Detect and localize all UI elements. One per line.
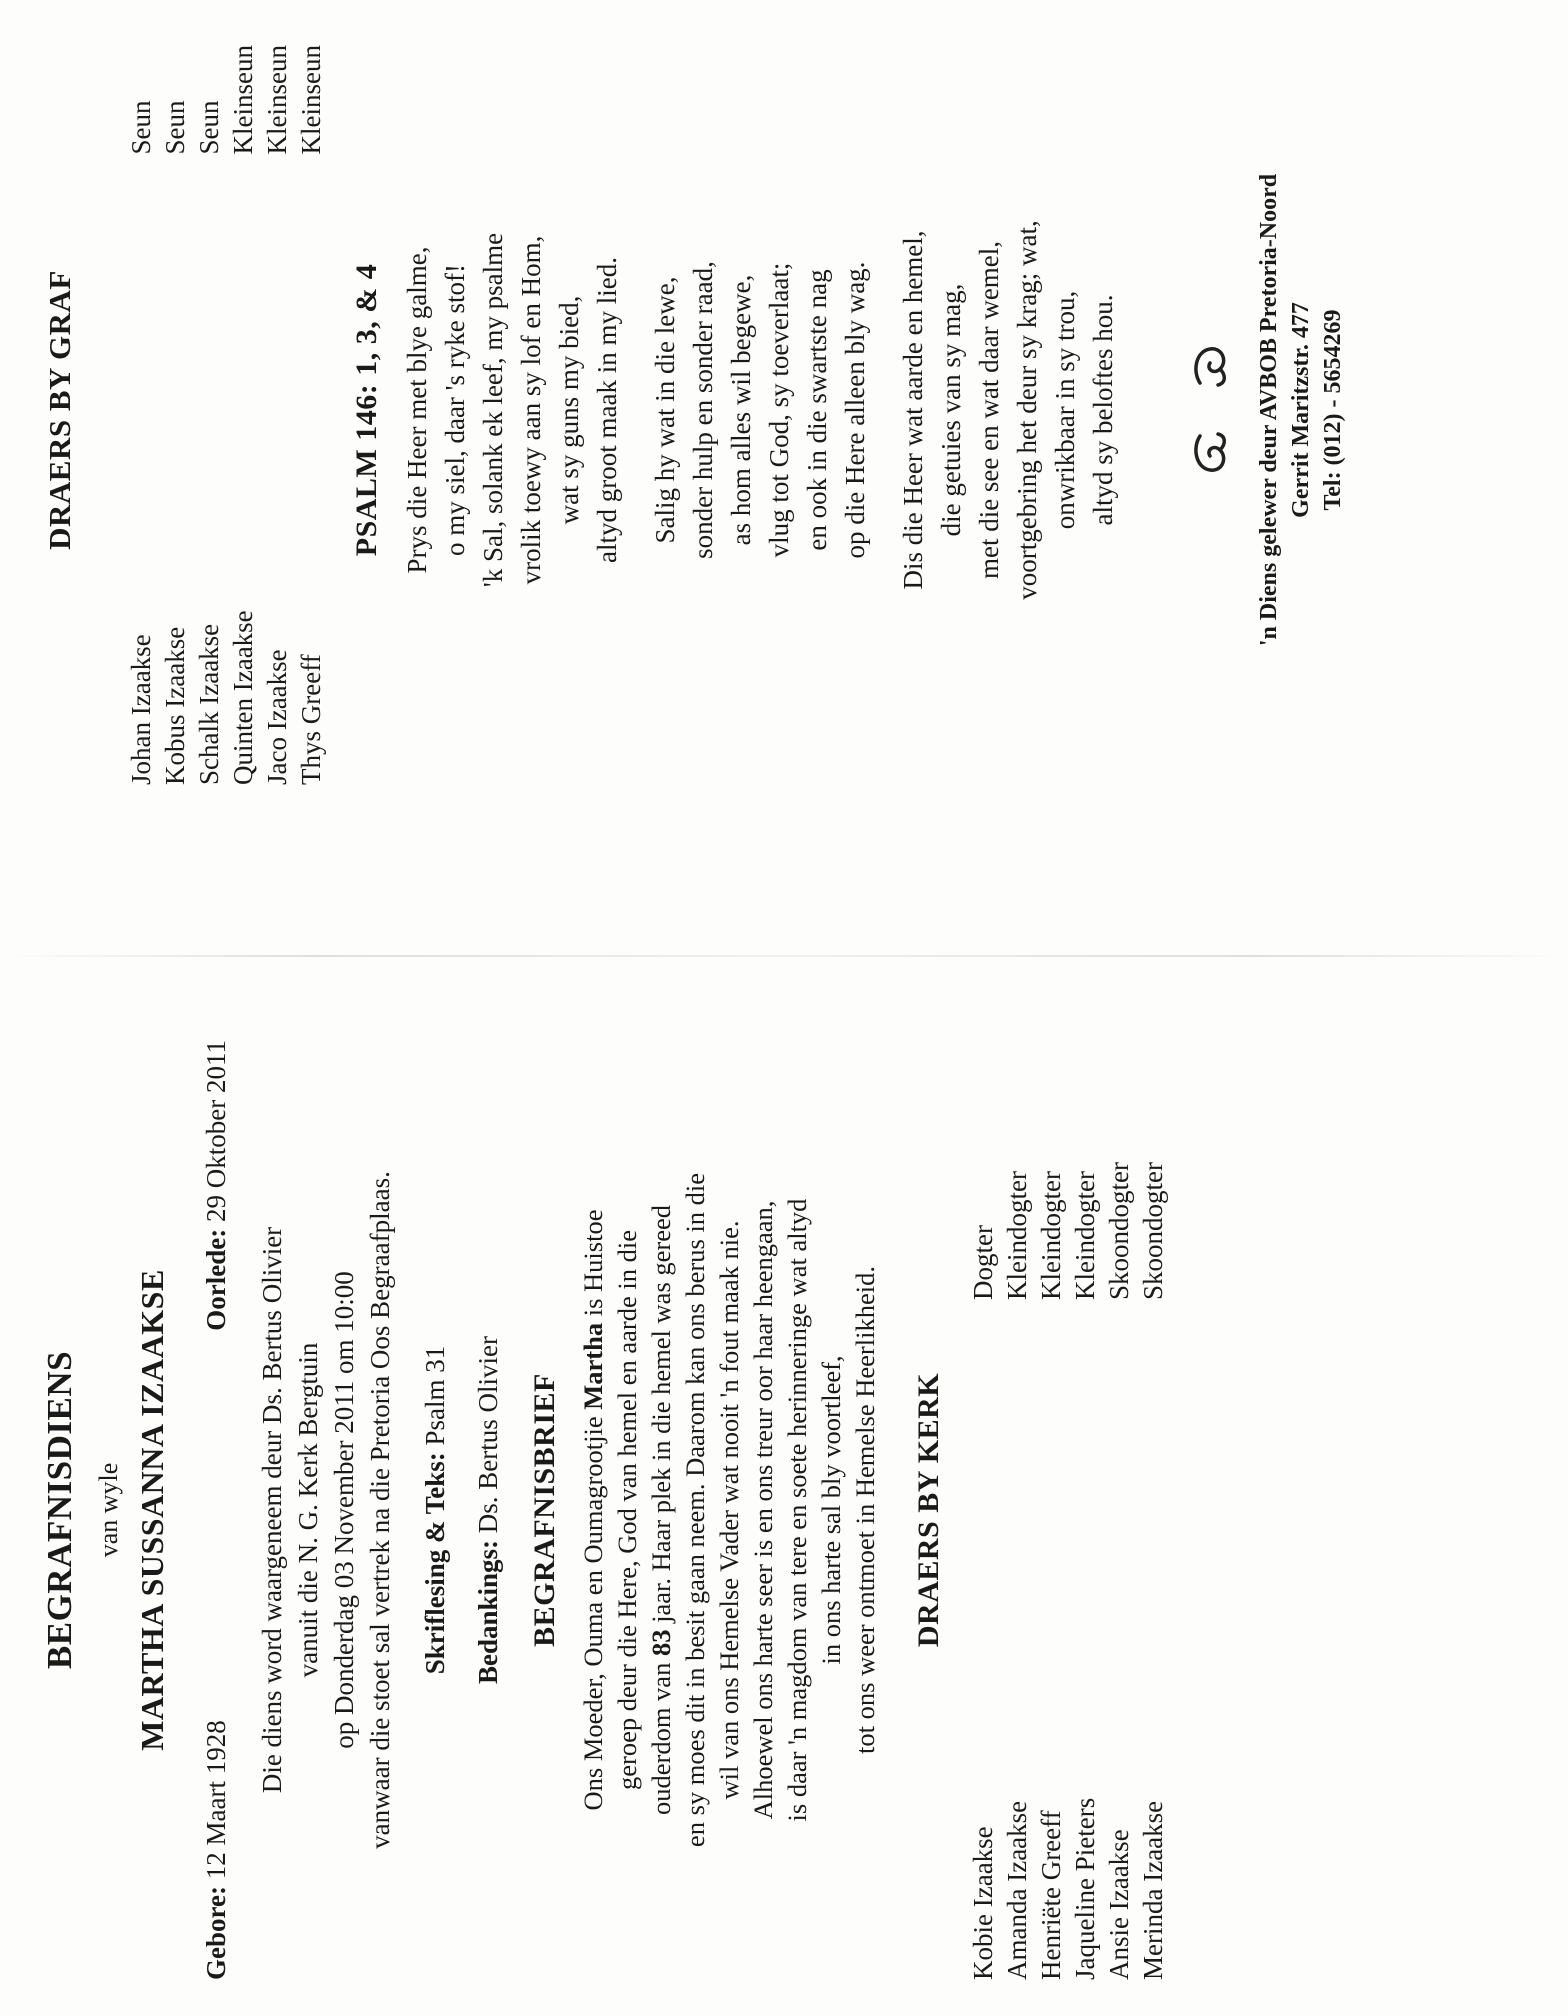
list-item: Kobus Izaakse [160, 626, 190, 785]
scripture-reading [420, 1025, 451, 1995]
graf-names [124, 610, 328, 785]
verse-line: en ook in die swartste nag [802, 269, 832, 551]
text-bold: Martha [578, 1322, 608, 1410]
verse-line: Prys die Heer met blye galme, [402, 246, 432, 574]
provider-line: 'n Diens gelewer deur AVBOB Pretoria-Noord [1256, 173, 1282, 647]
text-run: ouderdom van [646, 1656, 676, 1816]
van-wyle: van wyle [94, 1462, 123, 1558]
verse-line: as hom alles wil begewe, [726, 274, 756, 546]
thanks [473, 1025, 504, 1995]
detail-line: op Donderdag 03 November 2011 om 10:00 [329, 1271, 359, 1749]
brief-line: Alhoewel ons harte seer is en ons treur oor haar heengaan, [748, 1200, 778, 1820]
detail-line: vanwaar die stoet sal vertrek na die Pretoria Oos Begraafplaas. [365, 1171, 395, 1849]
brief-line [644, 1025, 678, 1995]
kerk-relations [966, 1040, 1170, 1300]
list-item: Amanda Izaakse [1002, 1800, 1032, 1980]
list-item: Henriëte Greeff [1036, 1810, 1066, 1980]
verse-line: Dis die Heer wat aarde en hemel, [898, 230, 928, 590]
thanks-value: Ds. Bertus Olivier [473, 1335, 503, 1534]
brief-line: wil van ons Hemelse Vader wat nooit 'n fout maak nie. [714, 1220, 744, 1800]
service-title: BEGRAFNISDIENS [40, 1350, 79, 1670]
kerk-title: DRAERS BY KERK [912, 1372, 945, 1648]
list-item: Thys Greeff [296, 654, 326, 785]
text-run: is Huistoe [578, 1209, 608, 1323]
graf-bearers [124, 20, 328, 800]
deceased-name: MARTHA SUSSANNA IZAAKSE [134, 1269, 170, 1751]
verse-line: o my siel, daar 's ryke stof! [440, 263, 470, 557]
list-item: Kleinseun [228, 45, 258, 155]
list-item: Merinda Izaakse [1138, 1800, 1168, 1980]
list-item: Dogter [968, 1225, 998, 1300]
list-item: Quinten Izaakse [228, 610, 258, 785]
provider-line: Gerrit Maritzstr. 477 [1288, 302, 1314, 518]
fold-line [0, 955, 1568, 957]
psalm-stanza-1 [398, 20, 626, 800]
detail-line: vanuit die N. G. Kerk Bergtuin [293, 1342, 323, 1678]
psalm-title: PSALM 146: 1, 3, & 4 [350, 263, 383, 557]
verse-line: Salig hy wat in die lewe, [650, 276, 680, 544]
list-item: Seun [126, 100, 156, 155]
provider-line: Tel: (012) - 5654269 [1320, 309, 1346, 511]
list-item: Seun [194, 100, 224, 155]
reading-value: Psalm 31 [420, 1345, 450, 1446]
brief-line: geroep deur die Here, God van hemel en aarde in die [612, 1230, 642, 1790]
psalm-stanza-2 [646, 20, 874, 800]
list-item: Johan Izaakse [126, 634, 156, 785]
verse-line: 'k Sal, solank ek leef, my psalme [478, 232, 508, 588]
died [201, 1040, 232, 1331]
provider-info [1253, 20, 1349, 800]
died-label: Oorlede: [201, 1228, 231, 1331]
graf-title: DRAERS BY GRAF [42, 270, 77, 550]
list-item: Skoondogter [1104, 1162, 1134, 1300]
died-value: 29 Oktober 2011 [201, 1040, 231, 1222]
list-item: Ansie Izaakse [1104, 1829, 1134, 1980]
text-bold: 83 [646, 1629, 676, 1657]
verse-line: sonder hulp en sonder raad, [688, 261, 718, 559]
born-label: Gebore: [201, 1886, 231, 1980]
verse-line: vlug tot God, sy toeverlaat; [764, 262, 794, 558]
list-item: Seun [160, 100, 190, 155]
brief-line: en sy moes dit in besit gaan neem. Daarom kan ons berus in die [680, 1172, 710, 1848]
list-item: Schalk Izaakse [194, 623, 224, 785]
brief-line: in ons harte sal bly voortleef, [816, 1355, 846, 1665]
service-panel [30, 1025, 1560, 1995]
list-item: Jaco Izaakse [262, 649, 292, 785]
verse-line: op die Here alleen bly wag. [840, 261, 870, 559]
brief-text [576, 1025, 882, 1995]
verse-line: wat sy guns my bied, [554, 295, 584, 525]
brief-line [576, 1025, 610, 1995]
brief-title: BEGRAFNISBRIEF [528, 1373, 561, 1647]
list-item: Kleinseun [262, 45, 292, 155]
list-item: Kleindogter [1002, 1171, 1032, 1300]
verse-line: altyd groot maak in my lied. [592, 257, 622, 563]
verse-line: vrolik toewy aan sy lof en Hom, [516, 235, 546, 585]
dates-row [201, 1025, 232, 1995]
list-item: Jaqueline Pieters [1070, 1797, 1100, 1980]
verse-line: altyd sy beloftes hou. [1088, 294, 1118, 526]
text-run: Ons Moeder, Ouma en Oumagrootjie [578, 1409, 608, 1811]
born [201, 1720, 232, 1980]
list-item: Skoondogter [1138, 1162, 1168, 1300]
verse-line: die getuies van sy mag, [936, 283, 966, 537]
brief-line: tot ons weer ontmoet in Hemelse Heerlikheid. [850, 1266, 880, 1754]
graf-relations [124, 45, 328, 154]
list-item: Kleindogter [1036, 1171, 1066, 1300]
reading-label: Skriflesing & Teks: [420, 1452, 450, 1675]
flourish-left-icon [1192, 431, 1232, 477]
brief-line: is daar 'n magdom van tere en soete herinneringe wat altyd [782, 1198, 812, 1822]
kerk-bearers [966, 1025, 1170, 1995]
verse-line: met die see en wat daar wemel, [974, 240, 1004, 580]
list-item: Kleinseun [296, 45, 326, 155]
thanks-label: Bedankings: [473, 1539, 503, 1685]
list-item: Kobie Izaakse [968, 1826, 998, 1980]
text-run: jaar. Haar plek in die hemel was gereed [646, 1205, 676, 1630]
kerk-names [966, 1798, 1170, 1980]
flourish-right-icon [1192, 344, 1232, 390]
ornament [1182, 20, 1233, 800]
verse-line: onwrikbaar in sy trou, [1050, 290, 1080, 530]
list-item: Kleindogter [1070, 1171, 1100, 1300]
service-details [254, 1025, 398, 1995]
psalm-stanza-3 [894, 20, 1122, 800]
verse-line: voortgebring het deur sy krag; wat, [1012, 220, 1042, 600]
born-value: 12 Maart 1928 [201, 1720, 231, 1880]
graf-panel [30, 20, 1560, 800]
detail-line: Die diens word waargeneem deur Ds. Bertus Olivier [257, 1226, 287, 1794]
